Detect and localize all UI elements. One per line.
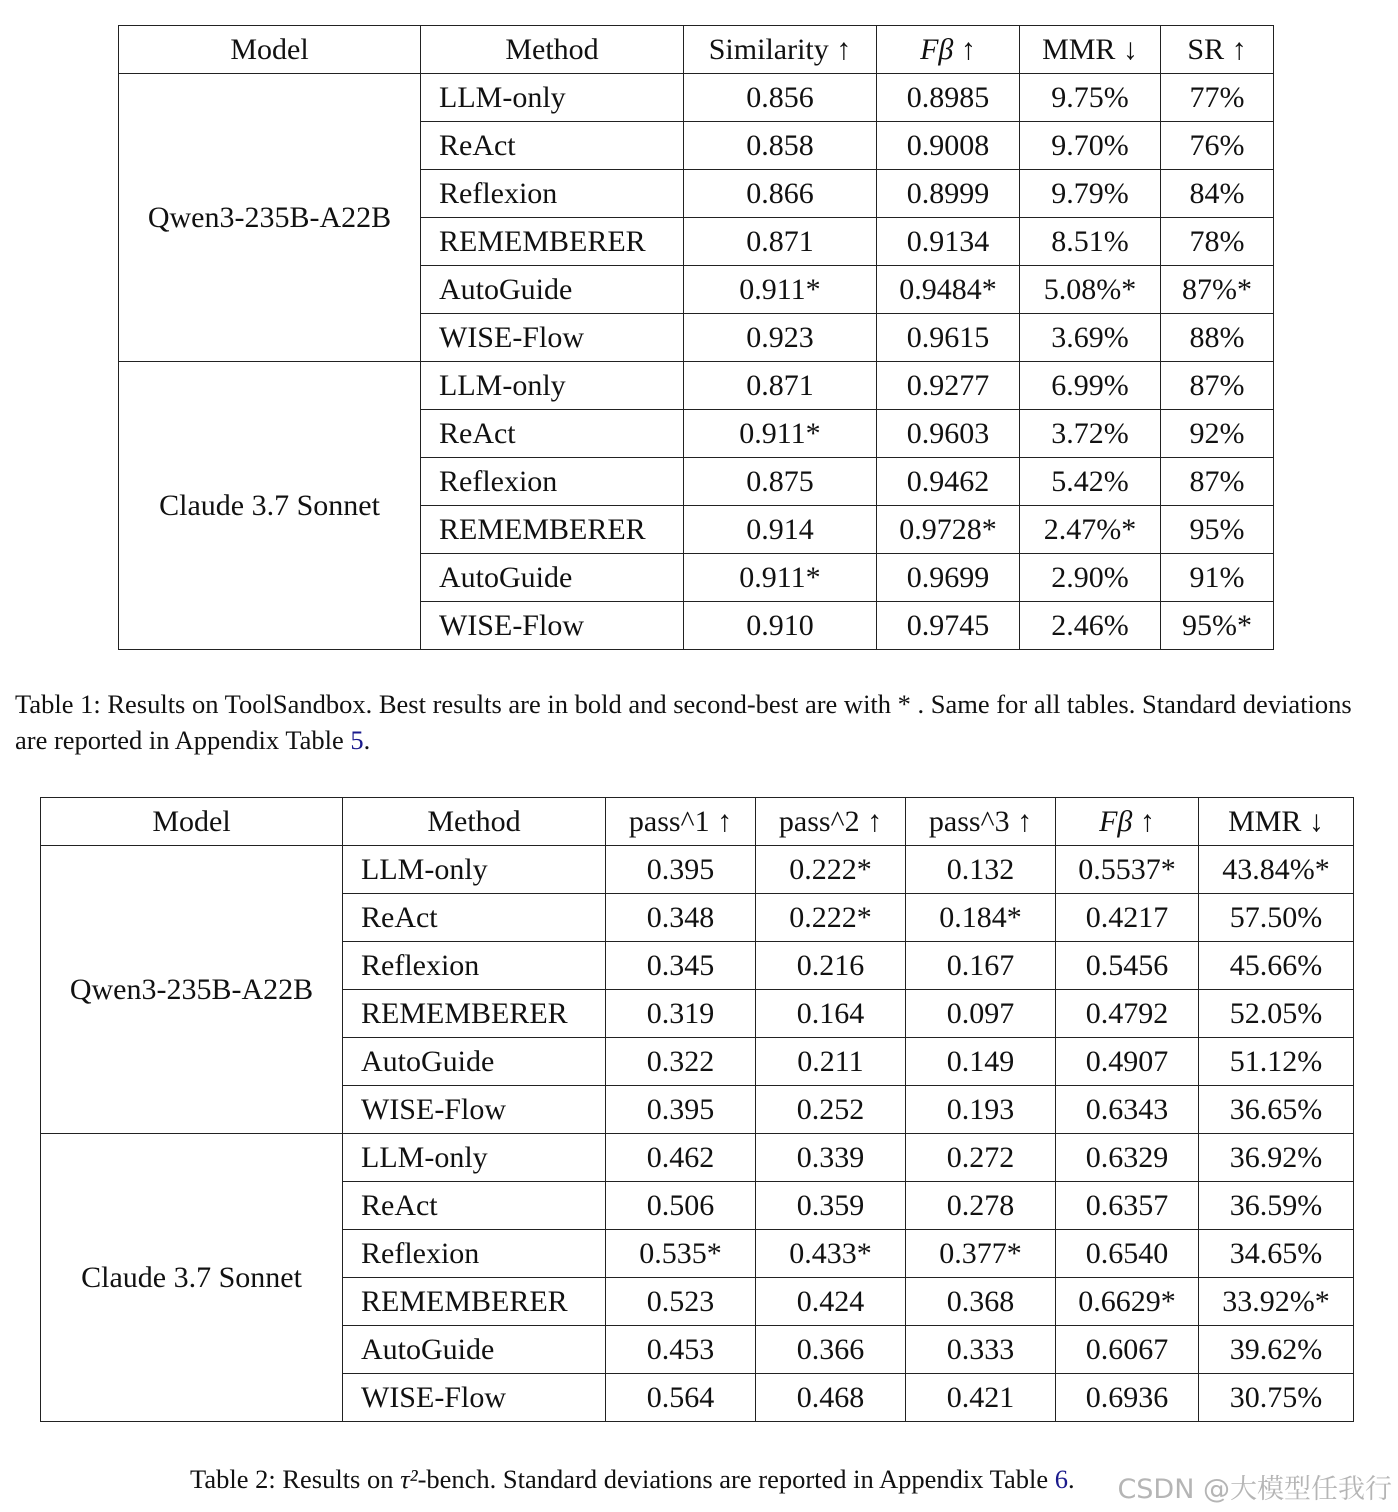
header-model: Model xyxy=(119,26,421,74)
value-cell: 0.184* xyxy=(906,894,1056,942)
value-cell: 95%* xyxy=(1161,602,1274,650)
results-table-toolsandbox xyxy=(118,25,1274,650)
value-cell: 0.9728* xyxy=(877,506,1020,554)
value-cell: 0.564 xyxy=(606,1374,756,1422)
value-cell: 36.65% xyxy=(1199,1086,1354,1134)
value-cell: 0.149 xyxy=(906,1038,1056,1086)
value-cell: 0.523 xyxy=(606,1278,756,1326)
header-method: Method xyxy=(343,798,606,846)
header-mmr: MMR ↓ xyxy=(1020,26,1161,74)
value-cell: 0.097 xyxy=(906,990,1056,1038)
method-cell: Reflexion xyxy=(421,170,684,218)
value-cell: 6.99% xyxy=(1020,362,1161,410)
header-sr: SR ↑ xyxy=(1161,26,1274,74)
value-cell: 0.468 xyxy=(756,1374,906,1422)
method-cell: LLM-only xyxy=(421,74,684,122)
value-cell: 3.69% xyxy=(1020,314,1161,362)
value-cell: 87% xyxy=(1161,362,1274,410)
header-model: Model xyxy=(41,798,343,846)
value-cell: 0.914 xyxy=(684,506,877,554)
model-cell: Claude 3.7 Sonnet xyxy=(119,362,421,650)
table2-caption xyxy=(190,1461,1075,1497)
value-cell: 0.252 xyxy=(756,1086,906,1134)
value-cell: 30.75% xyxy=(1199,1374,1354,1422)
method-cell: REMEMBERER xyxy=(421,506,684,554)
value-cell: 0.395 xyxy=(606,1086,756,1134)
value-cell: 95% xyxy=(1161,506,1274,554)
method-cell: ReAct xyxy=(421,122,684,170)
value-cell: 0.222* xyxy=(756,846,906,894)
value-cell: 0.366 xyxy=(756,1326,906,1374)
value-cell: 0.506 xyxy=(606,1182,756,1230)
value-cell: 0.910 xyxy=(684,602,877,650)
value-cell: 36.92% xyxy=(1199,1134,1354,1182)
method-cell: AutoGuide xyxy=(343,1326,606,1374)
value-cell: 8.51% xyxy=(1020,218,1161,266)
value-cell: 0.193 xyxy=(906,1086,1056,1134)
value-cell: 0.4217 xyxy=(1056,894,1199,942)
tau-squared-symbol: τ² xyxy=(400,1464,418,1494)
method-cell: AutoGuide xyxy=(421,266,684,314)
table-row xyxy=(119,74,1274,122)
value-cell: 0.923 xyxy=(684,314,877,362)
value-cell: 0.368 xyxy=(906,1278,1056,1326)
value-cell: 0.167 xyxy=(906,942,1056,990)
value-cell: 0.164 xyxy=(756,990,906,1038)
value-cell: 0.6629* xyxy=(1056,1278,1199,1326)
value-cell: 87%* xyxy=(1161,266,1274,314)
header-similarity: Similarity ↑ xyxy=(684,26,877,74)
header-pass3: pass^3 ↑ xyxy=(906,798,1056,846)
header-pass2: pass^2 ↑ xyxy=(756,798,906,846)
method-cell: REMEMBERER xyxy=(343,1278,606,1326)
value-cell: 0.359 xyxy=(756,1182,906,1230)
table1-header-row xyxy=(119,26,1274,74)
caption2-end: . xyxy=(1067,1464,1075,1494)
value-cell: 5.08%* xyxy=(1020,266,1161,314)
value-cell: 0.377* xyxy=(906,1230,1056,1278)
value-cell: 0.8985 xyxy=(877,74,1020,122)
value-cell: 0.433* xyxy=(756,1230,906,1278)
value-cell: 9.79% xyxy=(1020,170,1161,218)
table-row xyxy=(41,846,1354,894)
value-cell: 2.46% xyxy=(1020,602,1161,650)
value-cell: 78% xyxy=(1161,218,1274,266)
value-cell: 5.42% xyxy=(1020,458,1161,506)
value-cell: 34.65% xyxy=(1199,1230,1354,1278)
caption2-middle: -bench. Standard deviations are reported in Appendix Table xyxy=(417,1464,1055,1494)
value-cell: 0.211 xyxy=(756,1038,906,1086)
value-cell: 0.333 xyxy=(906,1326,1056,1374)
method-cell: WISE-Flow xyxy=(421,602,684,650)
value-cell: 2.47%* xyxy=(1020,506,1161,554)
value-cell: 0.272 xyxy=(906,1134,1056,1182)
caption1-text: Table 1: Results on ToolSandbox. Best results are in bold and second-best are with * . Same for all tables. Standard deviations are reported in Appendix Table xyxy=(15,689,1352,755)
method-cell: ReAct xyxy=(343,1182,606,1230)
value-cell: 0.278 xyxy=(906,1182,1056,1230)
value-cell: 51.12% xyxy=(1199,1038,1354,1086)
model-cell: Claude 3.7 Sonnet xyxy=(41,1134,343,1422)
value-cell: 0.9699 xyxy=(877,554,1020,602)
appendix-table-5-link[interactable]: 5 xyxy=(350,725,364,755)
method-cell: Reflexion xyxy=(343,942,606,990)
value-cell: 0.6936 xyxy=(1056,1374,1199,1422)
method-cell: WISE-Flow xyxy=(343,1086,606,1134)
value-cell: 0.9484* xyxy=(877,266,1020,314)
method-cell: LLM-only xyxy=(343,1134,606,1182)
value-cell: 39.62% xyxy=(1199,1326,1354,1374)
header-f-beta: Fβ ↑ xyxy=(877,26,1020,74)
value-cell: 0.9277 xyxy=(877,362,1020,410)
method-cell: LLM-only xyxy=(343,846,606,894)
value-cell: 0.911* xyxy=(684,266,877,314)
value-cell: 0.6540 xyxy=(1056,1230,1199,1278)
value-cell: 0.395 xyxy=(606,846,756,894)
value-cell: 0.9462 xyxy=(877,458,1020,506)
table2-header-row xyxy=(41,798,1354,846)
header-f-beta: Fβ ↑ xyxy=(1056,798,1199,846)
value-cell: 88% xyxy=(1161,314,1274,362)
value-cell: 0.6067 xyxy=(1056,1326,1199,1374)
value-cell: 0.9134 xyxy=(877,218,1020,266)
value-cell: 0.6343 xyxy=(1056,1086,1199,1134)
value-cell: 43.84%* xyxy=(1199,846,1354,894)
value-cell: 0.866 xyxy=(684,170,877,218)
header-method: Method xyxy=(421,26,684,74)
table-row xyxy=(119,362,1274,410)
value-cell: 0.322 xyxy=(606,1038,756,1086)
value-cell: 0.911* xyxy=(684,410,877,458)
method-cell: Reflexion xyxy=(421,458,684,506)
results-table-tau2-bench xyxy=(40,797,1354,1422)
method-cell: WISE-Flow xyxy=(343,1374,606,1422)
model-cell: Qwen3-235B-A22B xyxy=(41,846,343,1134)
caption1-end: . xyxy=(363,725,371,755)
value-cell: 0.9603 xyxy=(877,410,1020,458)
value-cell: 0.535* xyxy=(606,1230,756,1278)
table1-body xyxy=(119,74,1274,650)
method-cell: AutoGuide xyxy=(343,1038,606,1086)
value-cell: 0.339 xyxy=(756,1134,906,1182)
csdn-watermark: CSDN @大模型任我行 xyxy=(1117,1474,1392,1505)
value-cell: 45.66% xyxy=(1199,942,1354,990)
header-mmr: MMR ↓ xyxy=(1199,798,1354,846)
value-cell: 0.319 xyxy=(606,990,756,1038)
table1-caption xyxy=(15,686,1385,758)
method-cell: REMEMBERER xyxy=(421,218,684,266)
value-cell: 0.858 xyxy=(684,122,877,170)
value-cell: 0.453 xyxy=(606,1326,756,1374)
value-cell: 2.90% xyxy=(1020,554,1161,602)
value-cell: 0.132 xyxy=(906,846,1056,894)
value-cell: 0.6357 xyxy=(1056,1182,1199,1230)
value-cell: 52.05% xyxy=(1199,990,1354,1038)
header-pass1: pass^1 ↑ xyxy=(606,798,756,846)
value-cell: 0.345 xyxy=(606,942,756,990)
value-cell: 57.50% xyxy=(1199,894,1354,942)
value-cell: 0.6329 xyxy=(1056,1134,1199,1182)
value-cell: 0.5456 xyxy=(1056,942,1199,990)
value-cell: 76% xyxy=(1161,122,1274,170)
value-cell: 0.8999 xyxy=(877,170,1020,218)
value-cell: 0.911* xyxy=(684,554,877,602)
value-cell: 77% xyxy=(1161,74,1274,122)
value-cell: 92% xyxy=(1161,410,1274,458)
value-cell: 0.875 xyxy=(684,458,877,506)
value-cell: 84% xyxy=(1161,170,1274,218)
table-row xyxy=(41,1134,1354,1182)
appendix-table-6-link[interactable]: 6 xyxy=(1054,1464,1068,1494)
method-cell: REMEMBERER xyxy=(343,990,606,1038)
method-cell: WISE-Flow xyxy=(421,314,684,362)
value-cell: 33.92%* xyxy=(1199,1278,1354,1326)
method-cell: Reflexion xyxy=(343,1230,606,1278)
value-cell: 0.4907 xyxy=(1056,1038,1199,1086)
value-cell: 9.75% xyxy=(1020,74,1161,122)
caption2-prefix: Table 2: Results on xyxy=(190,1464,401,1494)
method-cell: LLM-only xyxy=(421,362,684,410)
value-cell: 0.4792 xyxy=(1056,990,1199,1038)
value-cell: 0.462 xyxy=(606,1134,756,1182)
value-cell: 91% xyxy=(1161,554,1274,602)
table2-body xyxy=(41,846,1354,1422)
value-cell: 0.5537* xyxy=(1056,846,1199,894)
value-cell: 0.871 xyxy=(684,218,877,266)
value-cell: 0.222* xyxy=(756,894,906,942)
value-cell: 0.9615 xyxy=(877,314,1020,362)
value-cell: 3.72% xyxy=(1020,410,1161,458)
value-cell: 0.9745 xyxy=(877,602,1020,650)
value-cell: 36.59% xyxy=(1199,1182,1354,1230)
value-cell: 0.348 xyxy=(606,894,756,942)
value-cell: 0.9008 xyxy=(877,122,1020,170)
value-cell: 0.216 xyxy=(756,942,906,990)
method-cell: ReAct xyxy=(421,410,684,458)
value-cell: 87% xyxy=(1161,458,1274,506)
value-cell: 0.421 xyxy=(906,1374,1056,1422)
value-cell: 9.70% xyxy=(1020,122,1161,170)
value-cell: 0.871 xyxy=(684,362,877,410)
value-cell: 0.424 xyxy=(756,1278,906,1326)
model-cell: Qwen3-235B-A22B xyxy=(119,74,421,362)
value-cell: 0.856 xyxy=(684,74,877,122)
method-cell: ReAct xyxy=(343,894,606,942)
method-cell: AutoGuide xyxy=(421,554,684,602)
